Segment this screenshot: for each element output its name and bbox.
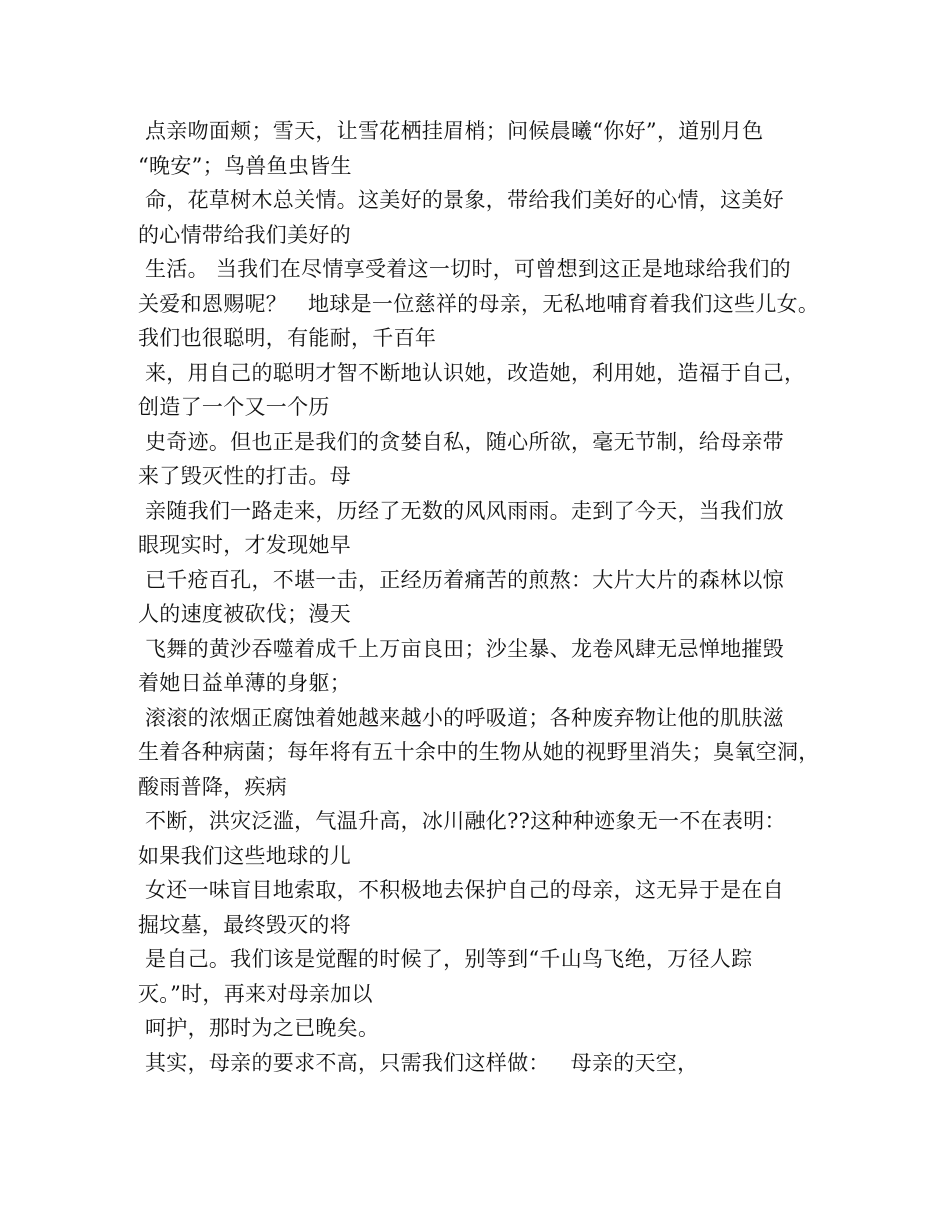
text-line: 创造了一个又一个历: [138, 395, 330, 419]
text-line: 来，用自己的聪明才智不断地认识她，改造她，利用她，造福于自己，: [138, 360, 806, 385]
text-line: 着她日益单薄的身躯；: [138, 671, 351, 695]
text-line: “晚安”；鸟兽鱼虫皆生: [138, 153, 352, 178]
text-line: 史奇迹。但也正是我们的贪婪自私，随心所欲，毫无节制，给母亲带: [138, 429, 784, 454]
text-line: 的心情带给我们美好的: [138, 222, 351, 247]
text-line: 我们也很聪明，有能耐，千百年: [138, 326, 437, 350]
text-line: 滚滚的浓烟正腐蚀着她越来越小的呼吸道；各种废弃物让他的肌肤滋: [138, 705, 784, 730]
text-line: 飞舞的黄沙吞噬着成千上万亩良田；沙尘暴、龙卷风肆无忌惮地摧毁: [138, 636, 784, 661]
text-line: 眼现实时，才发现她早: [138, 533, 351, 557]
text-line: 点亲吻面颊；雪天，让雪花栖挂眉梢；问候晨曦“你好”，道别月色: [138, 119, 764, 143]
text-line: 生着各种病菌；每年将有五十余中的生物从她的视野里消失；臭氧空洞，: [138, 740, 820, 764]
text-line: 是自己。我们该是觉醒的时候了，别等到“千山鸟飞绝，万径人踪: [138, 947, 753, 971]
text-line: 不断，洪灾泛滥，气温升高，冰川融化??这种种迹象无一不在表明：: [138, 809, 786, 833]
body-text: [138, 114, 838, 1080]
text-line: 来了毁灭性的打击。母: [138, 464, 351, 488]
text-line: 呵护，那时为之已晚矣。: [138, 1016, 380, 1040]
text-line: 灭。”时，再来对母亲加以: [138, 981, 373, 1006]
text-line: 人的速度被砍伐；漫天: [138, 602, 351, 626]
text-line: 女还一味盲目地索取，不积极地去保护自己的母亲，这无异于是在自: [138, 878, 784, 902]
text-line: 已千疮百孔，不堪一击，正经历着痛苦的煎熬：大片大片的森林以惊: [138, 567, 784, 592]
text-line: 其实，母亲的要求不高，只需我们这样做： 母亲的天空，: [138, 1050, 699, 1075]
text-line: 命，花草树木总关情。这美好的景象，带给我们美好的心情，这美好: [138, 188, 784, 212]
text-line: 掘坟墓，最终毁灭的将: [138, 912, 351, 937]
text-line: 酸雨普降，疾病: [138, 774, 288, 799]
text-line: 生活。 当我们在尽情享受着这一切时，可曾想到这正是地球给我们的: [138, 257, 791, 281]
text-line: 关爱和恩赐呢？ 地球是一位慈祥的母亲，无私地哺育着我们这些儿女。: [138, 291, 820, 316]
text-line: 亲随我们一路走来，历经了无数的风风雨雨。走到了今天，当我们放: [138, 498, 784, 523]
text-line: 如果我们这些地球的儿: [138, 843, 351, 868]
